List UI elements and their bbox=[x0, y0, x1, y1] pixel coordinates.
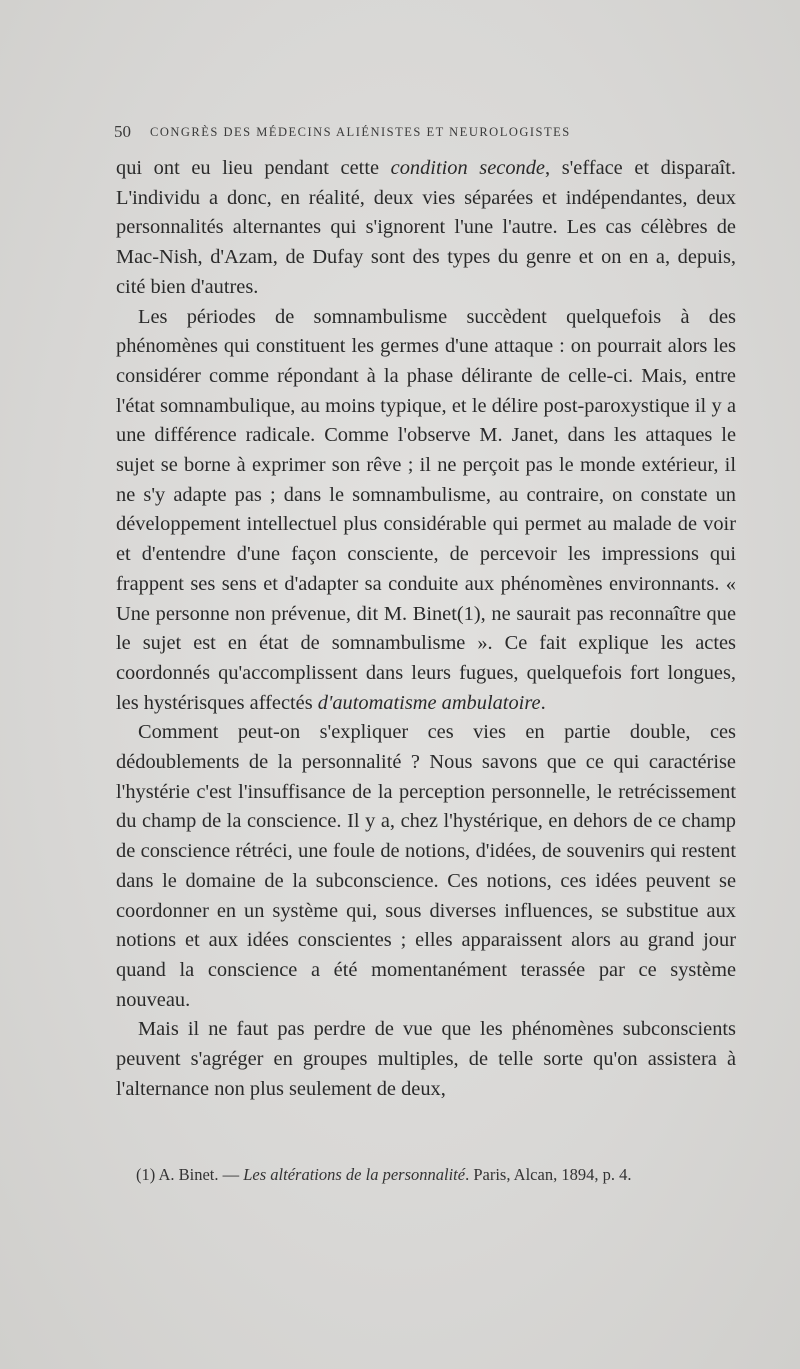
text-segment: . bbox=[540, 691, 546, 714]
text-segment: Comment peut-on s'expliquer ces vies en partie double, ces dédoublements de la personnalité ? Nous savons que ce qui caractérise l'hystérie c'est l'insuffisance de la perception personnelle, le retrécissement du champ de la conscience. Il y a, chez l'hystérique, en dehors de ce champ de conscience rétréci, une foule de notions, d'idées, de souvenirs qui restent dans le domaine de la subconscience. Ces notions, ces idées peuvent se coordonner en un système qui, sous diverses influences, se substitue aux notions et aux idées conscientes ; elles apparaissent alors au grand jour quand la conscience a été momentanément terassée par ce système nouveau. bbox=[116, 721, 736, 1011]
italic-text: condition seconde bbox=[390, 157, 545, 179]
text-segment: . Paris, Alcan, 1894, p. 4. bbox=[465, 1165, 632, 1184]
page-number: 50 bbox=[114, 122, 131, 141]
page-header bbox=[114, 122, 688, 146]
italic-text: d'automatisme ambulatoire bbox=[317, 691, 541, 714]
footnote bbox=[116, 1163, 736, 1187]
footnote-text bbox=[116, 1163, 736, 1187]
paragraph bbox=[116, 154, 736, 303]
text-segment: Mais il ne faut pas perdre de vue que les phénomènes subconscients peuvent s'agréger en groupes multiples, de telle sorte qu'on assistera à l'alternance non plus seulement de deux, bbox=[116, 1018, 736, 1100]
paragraph bbox=[116, 718, 736, 1015]
text-segment: Les périodes de somnambulisme succèdent quelquefois à des phénomènes qui constituent les germes d'une attaque : on pourrait alors les considérer comme répondant à la phase délirante de celle-ci. Mais, entre l'état somnambulique, au moins typique, et le délire post-paroxystique il y a une différence radicale. Comme l'observe M. Janet, dans les attaques le sujet se borne à exprimer son rêve ; il ne perçoit pas le monde extérieur, il ne s'y adapte pas ; dans le somnambulisme, au contraire, on constate un développement intellectuel plus considérable qui permet au malade de voir et d'entendre d'une façon consciente, de percevoir les impressions qui frappent ses sens et d'adapter sa conduite aux phénomènes environnants. « Une personne non prévenue, dit M. Binet(1), ne saurait pas reconnaître que le sujet est en état de somnambulisme ». Ce fait explique les actes coordonnés qu'accomplissent dans leurs fugues, quelquefois fort longues, les hystérisques affectés bbox=[116, 305, 736, 714]
paragraph bbox=[116, 1015, 736, 1104]
text-segment: , s'efface et disparaît. L'individu a donc, en réalité, deux vies séparées et indépendantes, deux personnalités alternantes qui s'ignorent l'une l'autre. Les cas célèbres de Mac-Nish, d'Azam, de Dufay sont des types du genre et on en a, depuis, cité bien d'autres. bbox=[116, 157, 736, 298]
running-head: CONGRÈS DES MÉDECINS ALIÉNISTES ET NEUROLOGISTES bbox=[150, 125, 571, 139]
text-segment: qui ont eu lieu pendant cette bbox=[116, 157, 391, 179]
italic-text: Les altérations de la personnalité bbox=[243, 1165, 466, 1184]
text-segment: (1) A. Binet. — bbox=[136, 1165, 244, 1184]
body-text bbox=[116, 154, 736, 1105]
paragraph bbox=[116, 303, 736, 719]
